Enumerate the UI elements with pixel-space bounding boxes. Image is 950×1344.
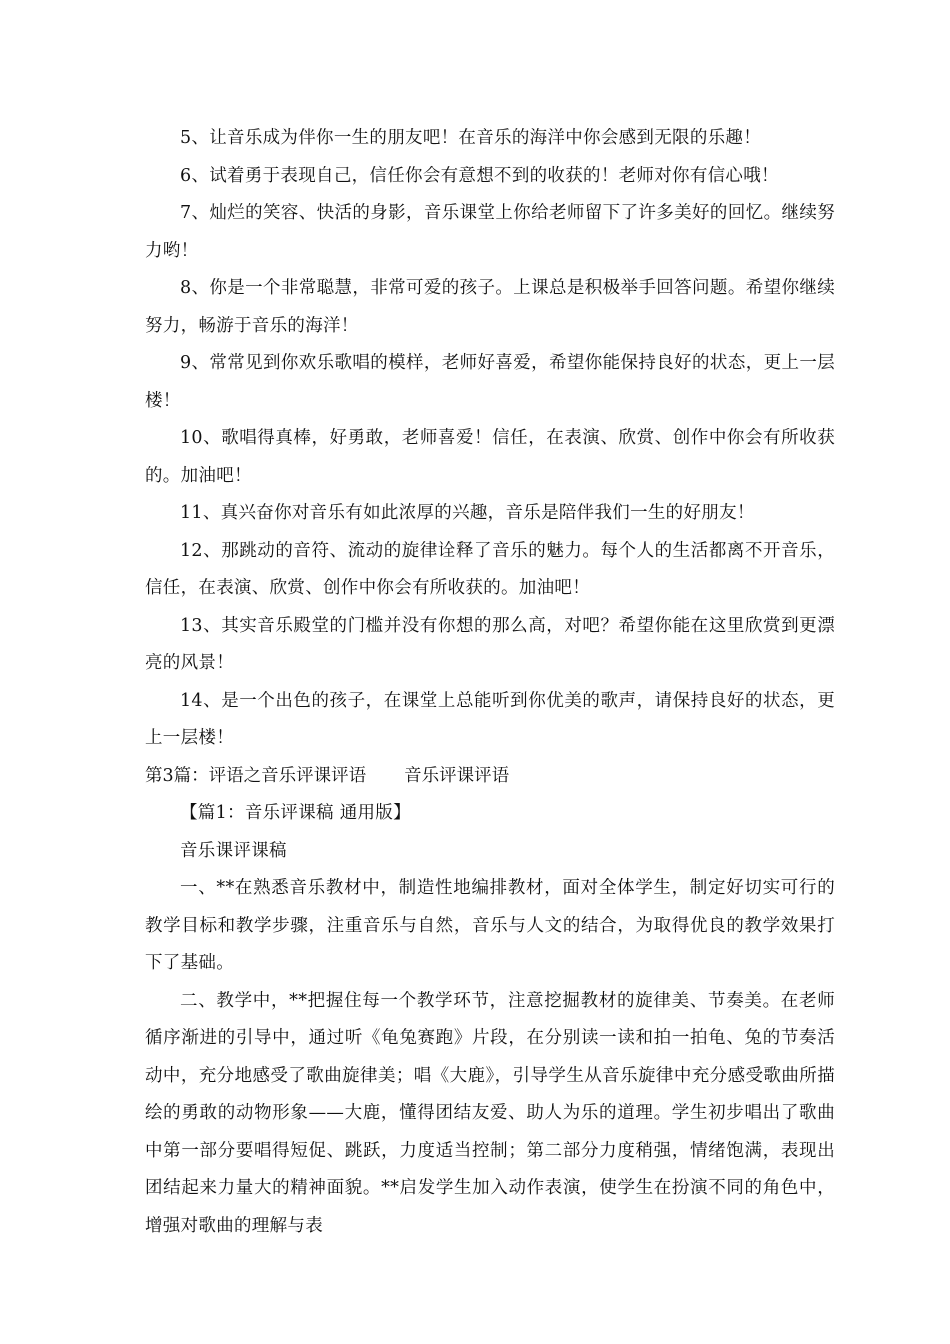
section-heading-sub: 音乐评课评语 xyxy=(404,765,510,786)
body-paragraph-1: 一、**在熟悉音乐教材中，制造性地编排教材，面对全体学生，制定好切实可行的教学目标和教学步骤，注重音乐与自然，音乐与人文的结合，为取得优良的教学效果打下了基础。 xyxy=(145,878,835,973)
comment-paragraph-5: 5、让音乐成为伴你一生的朋友吧！在音乐的海洋中你会感到无限的乐趣！ xyxy=(180,128,762,148)
comment-paragraph-9: 9、常常见到你欢乐歌唱的模样，老师好喜爱，希望你能保持良好的状态，更上一层楼！ xyxy=(145,353,835,411)
body-paragraph-2: 二、教学中，**把握住每一个教学环节，注意挖掘教材的旋律美、节奏美。在老师循序渐进的引导中，通过听《龟兔赛跑》片段，在分别读一读和拍一拍龟、兔的节奏活动中，充分地感受了歌曲旋律美；唱《大鹿》，引导学生从音乐旋律中充分感受歌曲所描绘的勇敢的动物形象——大鹿，懂得团结友爱、助人为乐的道理。学生初步唱出了歌曲中第一部分要唱得短促、跳跃，力度适当控制；第二部分力度稍强，情绪饱满，表现出团结起来力量大的精神面貌。**启发学生加入动作表演，使学生在扮演不同的角色中，增强对歌曲的理解与表 xyxy=(145,990,835,1236)
comment-paragraph-8: 8、你是一个非常聪慧，非常可爱的孩子。上课总是积极举手回答问题。希望你继续努力，畅游于音乐的海洋！ xyxy=(145,278,835,336)
section-heading xyxy=(145,758,835,796)
article-subheading: 【篇1：音乐评课稿 通用版】 xyxy=(180,803,411,823)
comment-paragraph-6: 6、试着勇于表现自己，信任你会有意想不到的收获的！老师对你有信心哦！ xyxy=(180,165,779,186)
comment-paragraph-7: 7、灿烂的笑容、快活的身影，音乐课堂上你给老师留下了许多美好的回忆。继续努力哟！ xyxy=(145,203,835,261)
comment-paragraph-11: 11、真兴奋你对音乐有如此浓厚的兴趣，音乐是陪伴我们一生的好朋友！ xyxy=(180,503,755,523)
article-title: 音乐课评课稿 xyxy=(180,840,287,861)
comment-paragraph-10: 10、歌唱得真棒，好勇敢，老师喜爱！信任，在表演、欣赏、创作中你会有所收获的。加油吧！ xyxy=(145,428,835,486)
section-heading-main: 第3篇：评语之音乐评课评语 xyxy=(145,765,367,786)
comment-paragraph-12: 12、那跳动的音符、流动的旋律诠释了音乐的魅力。每个人的生活都离不开音乐，信任，在表演、欣赏、创作中你会有所收获的。加油吧！ xyxy=(145,540,835,598)
comment-paragraph-14: 14、是一个出色的孩子，在课堂上总能听到你优美的歌声，请保持良好的状态，更上一层楼！ xyxy=(145,690,835,748)
document-page xyxy=(145,120,835,1245)
comment-paragraph-13: 13、其实音乐殿堂的门槛并没有你想的那么高，对吧？希望你能在这里欣赏到更漂亮的风景！ xyxy=(145,615,835,673)
